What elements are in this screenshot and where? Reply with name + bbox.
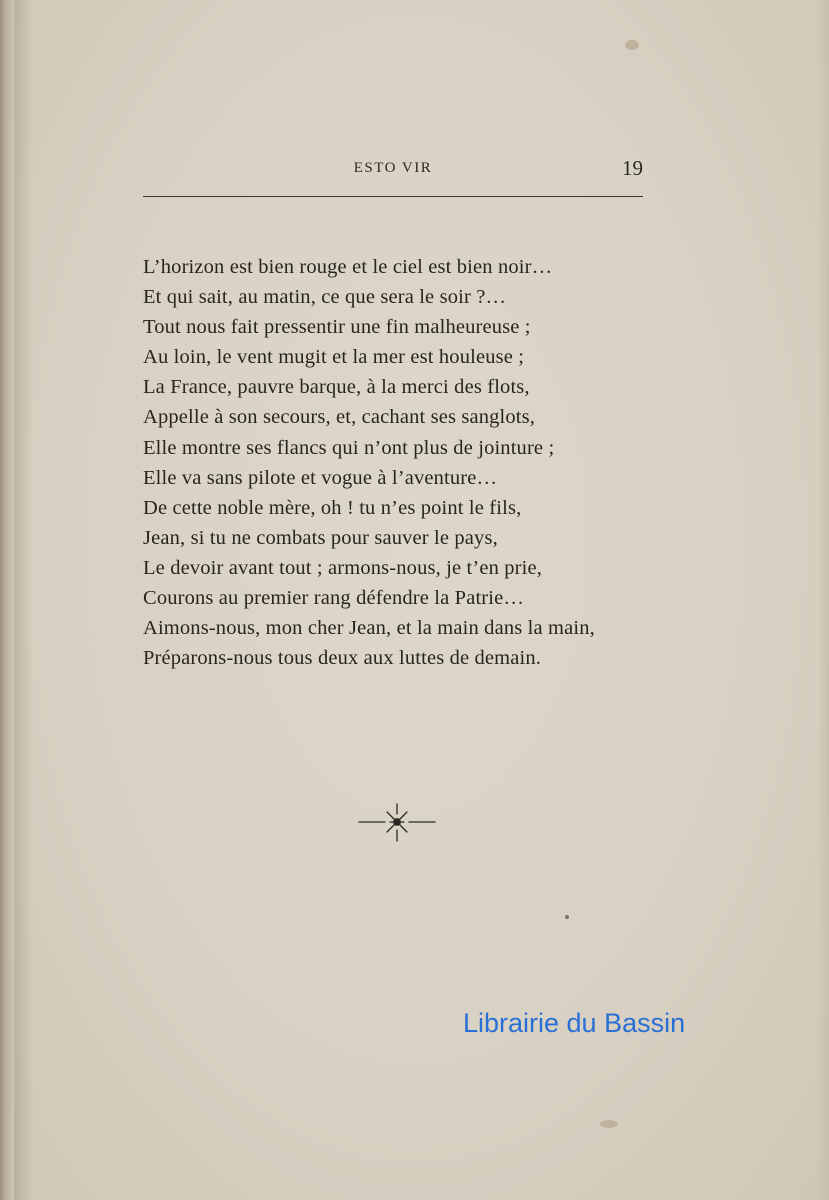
fleuron-star-icon [357, 800, 437, 844]
poem-line: Préparons-nous tous deux aux luttes de demain. [143, 647, 542, 670]
poem-line: La France, pauvre barque, à la merci des flots, [143, 376, 530, 399]
page-right-edge [817, 0, 829, 1200]
poem-line: De cette noble mère, oh ! tu n’es point le fils, [143, 496, 522, 519]
poem-line: Aimons-nous, mon cher Jean, et la main dans la main, [143, 617, 595, 640]
poem-line: Jean, si tu ne combats pour sauver le pays, [143, 526, 498, 549]
page-number: 19 [622, 156, 643, 180]
paper-speck [600, 1120, 618, 1128]
poem-line: Appelle à son secours, et, cachant ses sanglots, [143, 406, 536, 429]
running-title: ESTO VIR [353, 160, 433, 176]
poem-line: Courons au premier rang défendre la Patrie… [143, 587, 525, 610]
paper-speck [625, 40, 639, 50]
poem-line: L’horizon est bien rouge et le ciel est bien noir… [143, 256, 553, 278]
poem-line: Elle montre ses flancs qui n’ont plus de jointure ; [143, 436, 555, 459]
page-spine-edge [0, 0, 14, 1200]
poem-line: Au loin, le vent mugit et la mer est houleuse ; [143, 346, 525, 369]
bookseller-watermark: Librairie du Bassin [463, 1008, 686, 1038]
poem-line: Et qui sait, au matin, ce que sera le soir ?… [143, 286, 507, 309]
header-rule [143, 196, 643, 197]
poem-line: Le devoir avant tout ; armons-nous, je t’en prie, [143, 556, 543, 579]
poem-line: Tout nous fait pressentir une fin malheureuse ; [143, 316, 531, 339]
running-head [143, 156, 643, 186]
poem-stanza [143, 252, 663, 673]
spine-shadow [14, 0, 34, 1200]
poem-line: Elle va sans pilote et vogue à l’aventure… [143, 466, 498, 489]
paper-speck [565, 915, 569, 919]
